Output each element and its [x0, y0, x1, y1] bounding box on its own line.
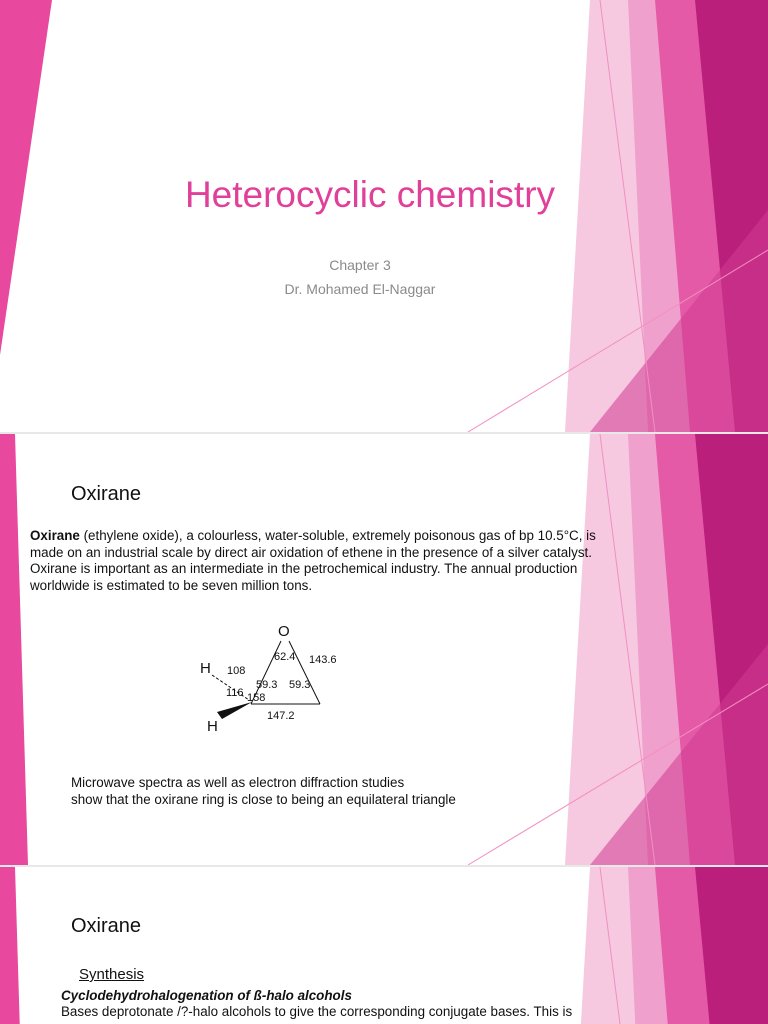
- bond-c-h-wedge: [217, 702, 252, 719]
- oxirane-synthesis-slide: [0, 867, 768, 1024]
- title-slide: [0, 0, 768, 432]
- term-oxirane: Oxirane: [30, 528, 80, 543]
- atom-o: O: [278, 624, 290, 640]
- left-ribbon: [0, 867, 28, 1024]
- slide-decoration: [0, 0, 768, 432]
- bond-label-147-2: 147.2: [267, 710, 295, 722]
- method-subheading: Cyclodehydrohalogenation of ß-halo alcohols: [61, 988, 352, 1003]
- slide-heading: Oxirane: [71, 915, 142, 937]
- atom-h-upper: H: [200, 660, 211, 677]
- left-ribbon: [0, 434, 28, 865]
- oxirane-description: [30, 528, 600, 594]
- slide-heading: Oxirane: [71, 483, 142, 505]
- bond-label-158: 158: [247, 692, 266, 704]
- angle-label-59-3-left: 59.3: [256, 679, 278, 691]
- angle-label-116: 116: [226, 687, 244, 699]
- description-text: (ethylene oxide), a colourless, water-soluble, extremely poisonous gas of bp 10.5°C, is made on an industrial scale by direct air oxidation of ethene in the presence of a silver catalyst. Oxirane is important as an intermediate in the petrochemical industry. The annual production worldwide is estimated to be seven million tons.: [30, 528, 596, 593]
- bond-label-143-6: 143.6: [309, 654, 337, 666]
- angle-label-108: 108: [227, 665, 246, 677]
- slide-title: Heterocyclic chemistry: [184, 174, 556, 215]
- oxirane-structure-diagram: [190, 624, 360, 754]
- synthesis-label: Synthesis: [79, 966, 145, 983]
- oxirane-slide: [0, 434, 768, 865]
- author-label: Dr. Mohamed El-Naggar: [284, 281, 436, 297]
- caption-line-1: Microwave spectra as well as electron diffraction studies: [71, 775, 405, 790]
- angle-label-62-4: 62.4: [274, 651, 296, 663]
- synthesis-text: Bases deprotonate /?-halo alcohols to give the corresponding conjugate bases. This is: [61, 1004, 573, 1019]
- caption-line-2: show that the oxirane ring is close to being an equilateral triangle: [71, 791, 456, 807]
- atom-h-lower: H: [207, 718, 218, 735]
- chapter-label: Chapter 3: [329, 257, 391, 273]
- structure-caption: [71, 775, 551, 808]
- angle-label-59-3-right: 59.3: [289, 679, 311, 691]
